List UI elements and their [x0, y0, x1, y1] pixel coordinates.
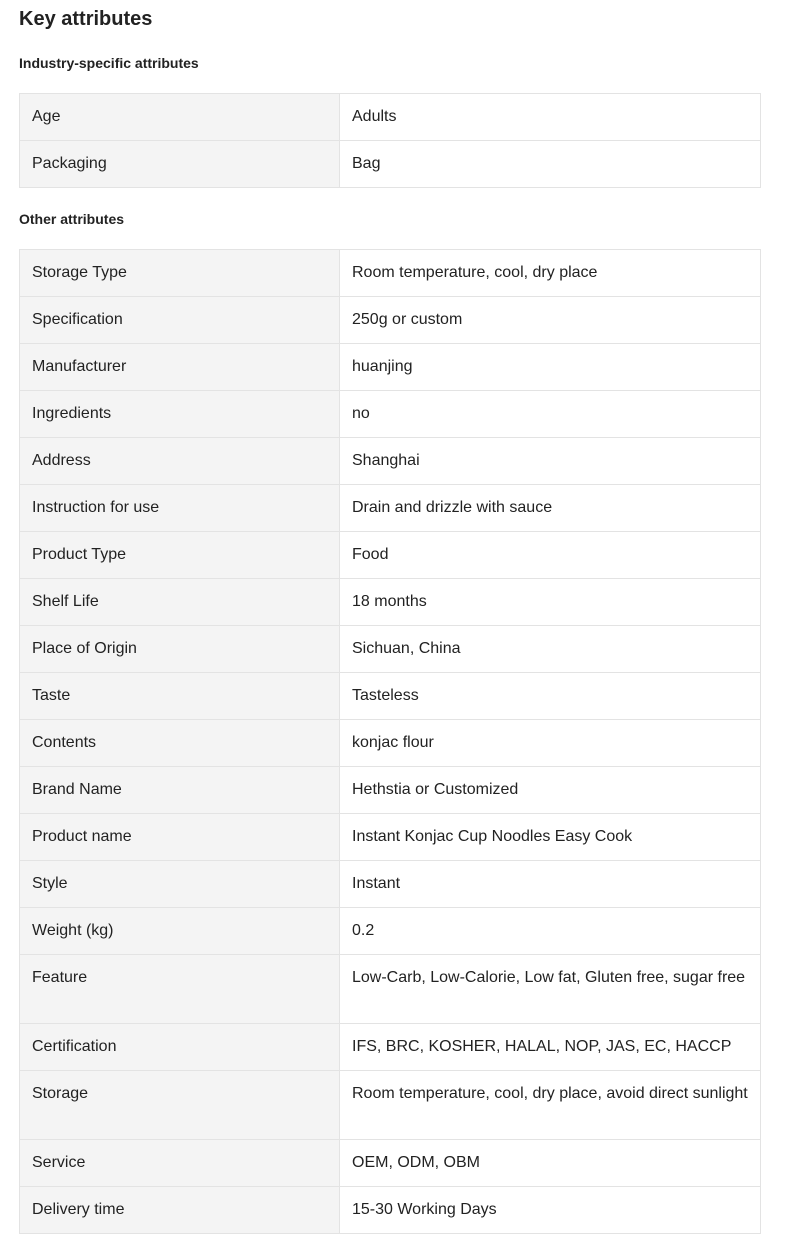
industry-attributes-table [19, 93, 761, 188]
attribute-name: Certification [20, 1024, 340, 1071]
attribute-value: 18 months [340, 579, 761, 626]
page-title: Key attributes [19, 8, 153, 30]
table-row [20, 391, 761, 438]
attribute-name: Ingredients [20, 391, 340, 438]
table-row [20, 861, 761, 908]
table-row [20, 344, 761, 391]
table-row [20, 1024, 761, 1071]
attribute-value: Adults [340, 94, 761, 141]
attribute-name: Product name [20, 814, 340, 861]
table-row [20, 297, 761, 344]
attribute-name: Delivery time [20, 1187, 340, 1234]
attribute-value: IFS, BRC, KOSHER, HALAL, NOP, JAS, EC, HACCP [340, 1024, 761, 1071]
attribute-value: Drain and drizzle with sauce [340, 485, 761, 532]
attribute-value: 250g or custom [340, 297, 761, 344]
attribute-value: Room temperature, cool, dry place, avoid direct sunlight [340, 1071, 761, 1140]
table-row [20, 532, 761, 579]
table-row [20, 438, 761, 485]
table-row [20, 579, 761, 626]
other-attributes-title: Other attributes [19, 211, 125, 227]
attribute-value: no [340, 391, 761, 438]
attribute-name: Brand Name [20, 767, 340, 814]
table-row [20, 1140, 761, 1187]
attribute-value: 15-30 Working Days [340, 1187, 761, 1234]
attribute-name: Feature [20, 955, 340, 1024]
attribute-value: konjac flour [340, 720, 761, 767]
table-row [20, 485, 761, 532]
attribute-name: Address [20, 438, 340, 485]
attribute-value: Food [340, 532, 761, 579]
attribute-value: Shanghai [340, 438, 761, 485]
industry-attributes-title: Industry-specific attributes [19, 55, 199, 71]
table-row [20, 1071, 761, 1140]
attribute-value: Low-Carb, Low-Calorie, Low fat, Gluten free, sugar free [340, 955, 761, 1024]
attribute-value: Instant Konjac Cup Noodles Easy Cook [340, 814, 761, 861]
attribute-name: Service [20, 1140, 340, 1187]
table-row [20, 94, 761, 141]
attribute-name: Packaging [20, 141, 340, 188]
table-row [20, 767, 761, 814]
table-row [20, 673, 761, 720]
attribute-name: Storage [20, 1071, 340, 1140]
attribute-name: Weight (kg) [20, 908, 340, 955]
attribute-name: Age [20, 94, 340, 141]
attribute-name: Shelf Life [20, 579, 340, 626]
table-row [20, 720, 761, 767]
attribute-name: Style [20, 861, 340, 908]
attribute-name: Product Type [20, 532, 340, 579]
attribute-name: Taste [20, 673, 340, 720]
attribute-value: huanjing [340, 344, 761, 391]
attribute-name: Specification [20, 297, 340, 344]
other-attributes-table [19, 249, 761, 1234]
table-row [20, 955, 761, 1024]
attribute-name: Contents [20, 720, 340, 767]
attribute-name: Place of Origin [20, 626, 340, 673]
table-row [20, 814, 761, 861]
attribute-value: Instant [340, 861, 761, 908]
table-row [20, 1187, 761, 1234]
attribute-value: Tasteless [340, 673, 761, 720]
attribute-value: Sichuan, China [340, 626, 761, 673]
table-row [20, 141, 761, 188]
attribute-value: 0.2 [340, 908, 761, 955]
attribute-name: Manufacturer [20, 344, 340, 391]
attribute-name: Instruction for use [20, 485, 340, 532]
table-row [20, 250, 761, 297]
attribute-name: Storage Type [20, 250, 340, 297]
table-row [20, 626, 761, 673]
table-row [20, 908, 761, 955]
attribute-value: Bag [340, 141, 761, 188]
attribute-value: Room temperature, cool, dry place [340, 250, 761, 297]
attribute-value: Hethstia or Customized [340, 767, 761, 814]
attribute-value: OEM, ODM, OBM [340, 1140, 761, 1187]
